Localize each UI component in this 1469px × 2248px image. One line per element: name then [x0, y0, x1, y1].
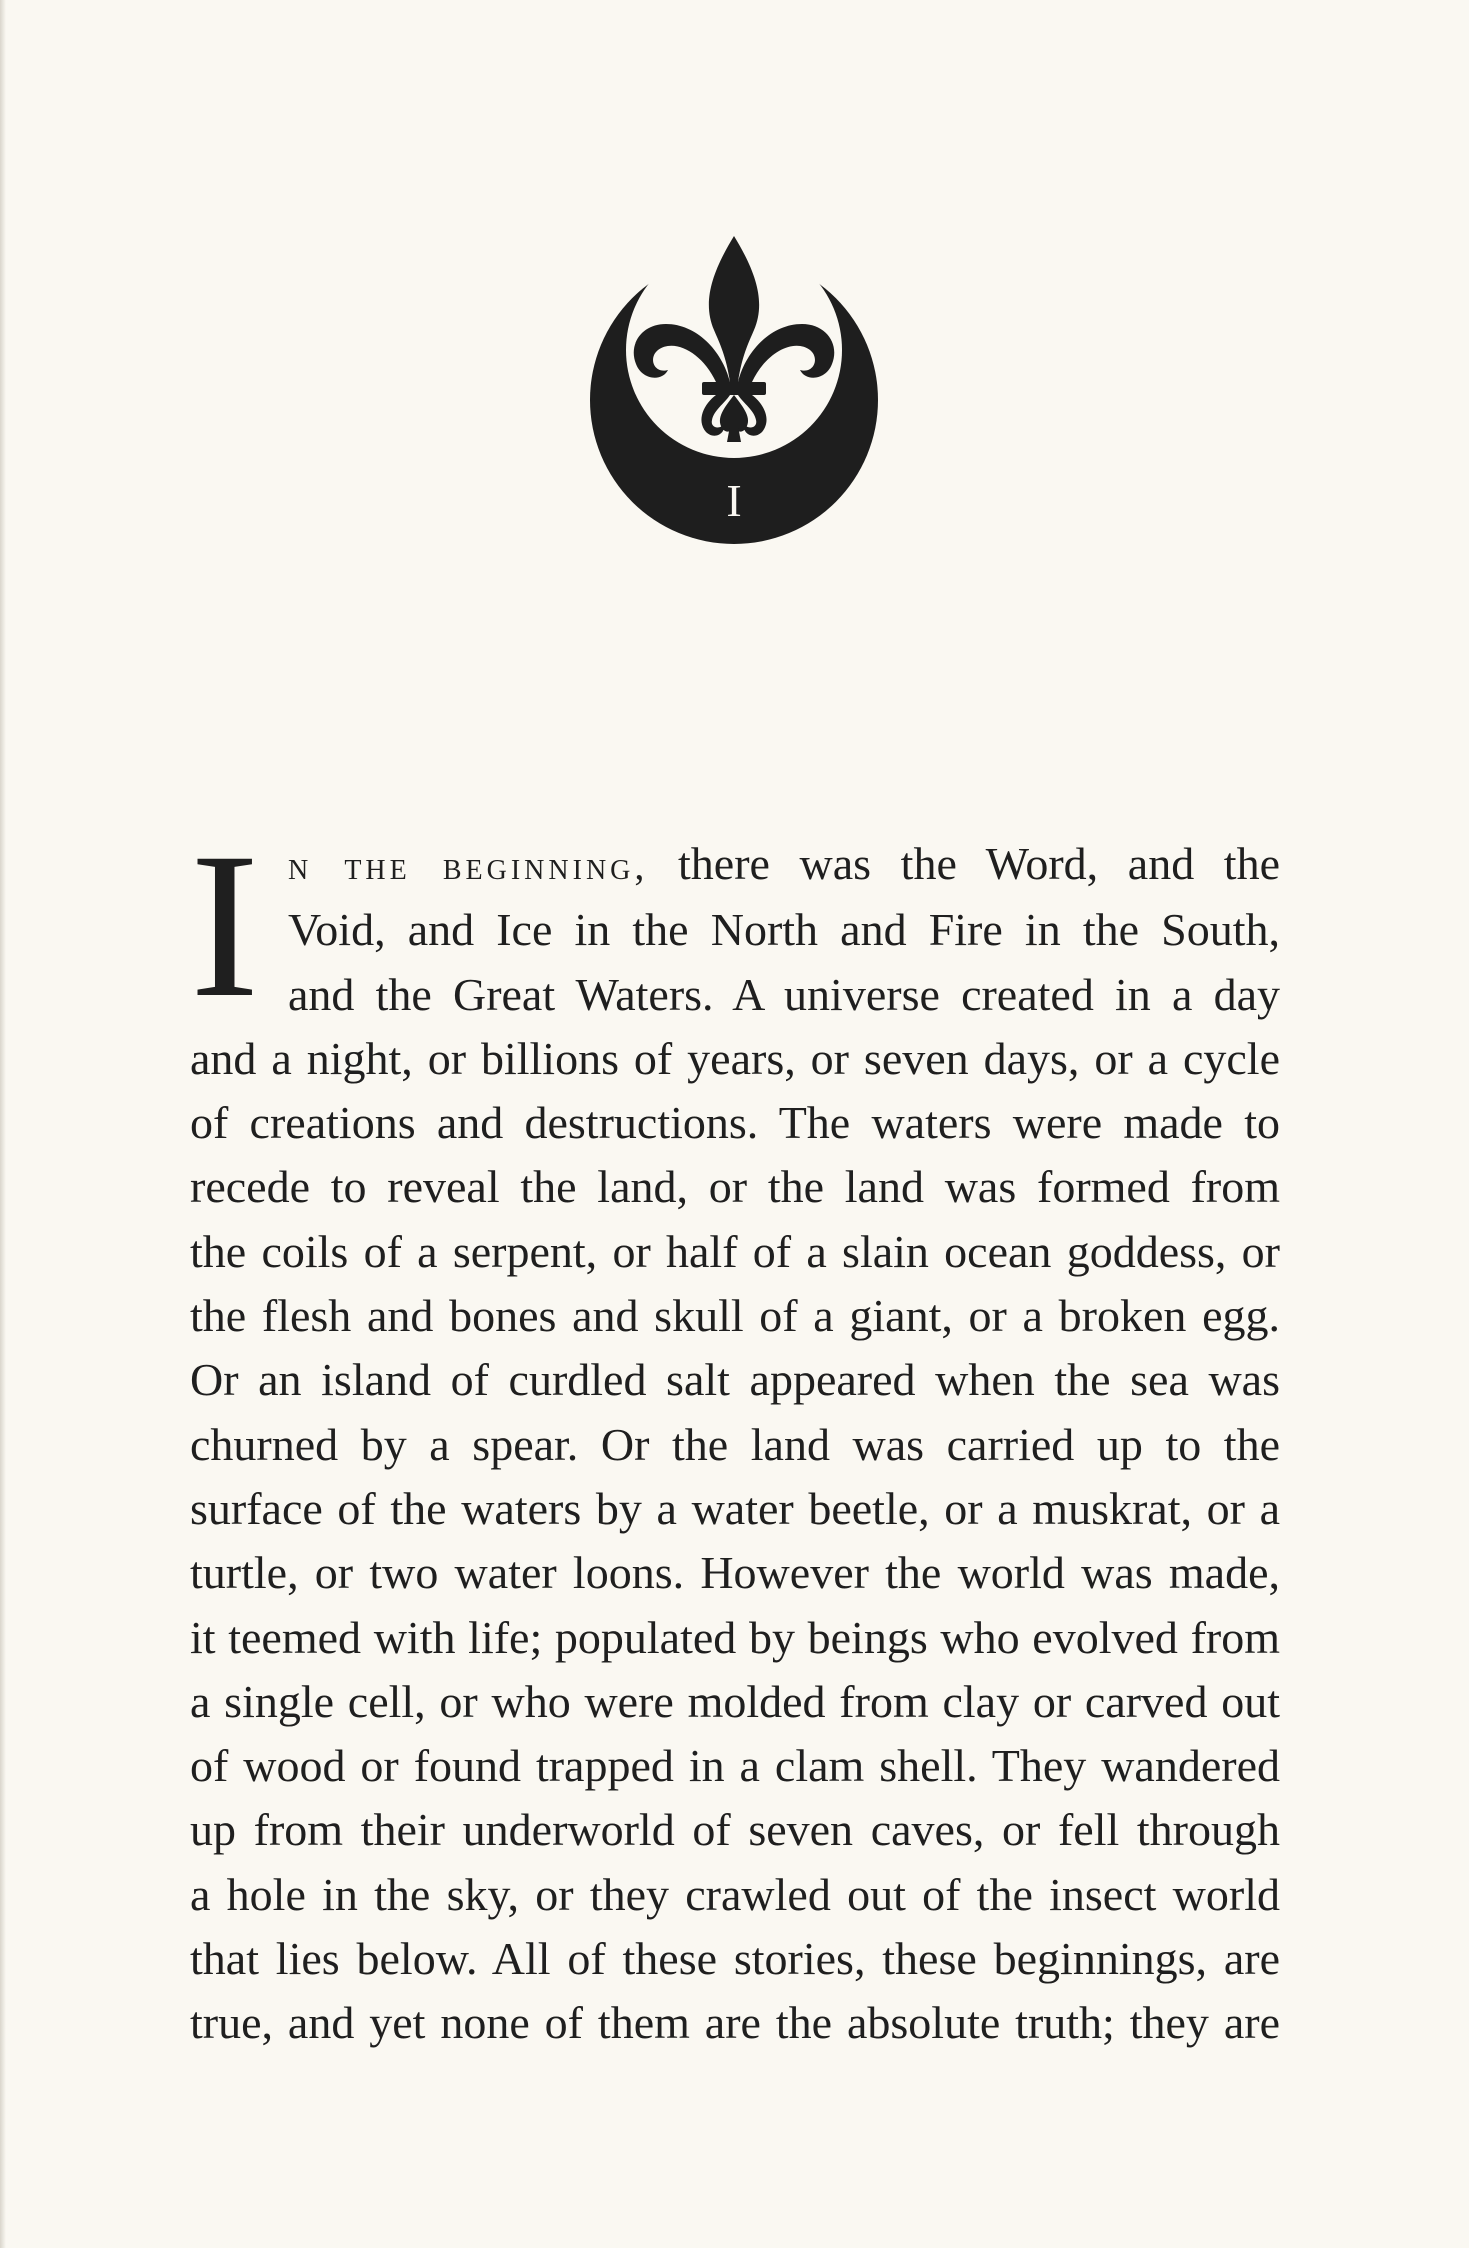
chapter-emblem — [584, 232, 884, 544]
page-edge — [0, 0, 6, 2248]
opening-smallcaps: n the beginning, — [288, 843, 649, 888]
text-line: turtle, or two water loons. However the world was made, — [190, 1547, 1280, 1599]
text-line: Void, and Ice in the North and Fire in the South, — [288, 904, 1280, 956]
text-line: and the Great Waters. A universe created in a day — [288, 968, 1280, 1020]
text-line: n the beginning, there was the Word, and the — [288, 838, 1280, 889]
text-line: up from their underworld of seven caves, or fell through — [190, 1804, 1280, 1856]
text-line: Or an island of curdled salt appeared when the sea was — [190, 1354, 1280, 1406]
chapter-numeral: I — [726, 475, 742, 526]
text-line: the coils of a serpent, or half of a slain ocean goddess, or — [190, 1225, 1280, 1277]
chapter-body-text — [190, 832, 1280, 2056]
text-line: and a night, or billions of years, or seven days, or a cycle — [190, 1032, 1280, 1084]
text-line: true, and yet none of them are the absolute truth; they are — [190, 1997, 1280, 2049]
drop-cap: I — [190, 838, 260, 1020]
text-line: it teemed with life; populated by beings who evolved from — [190, 1611, 1280, 1663]
opening-paragraph — [190, 832, 1280, 2056]
text-line: a hole in the sky, or they crawled out of the insect world — [190, 1868, 1280, 1920]
text-line: recede to reveal the land, or the land was formed from — [190, 1161, 1280, 1213]
text-line: surface of the waters by a water beetle, or a muskrat, or a — [190, 1482, 1280, 1534]
text-line: of wood or found trapped in a clam shell. They wandered — [190, 1740, 1280, 1792]
text-line: churned by a spear. Or the land was carried up to the — [190, 1418, 1280, 1470]
text-line: the flesh and bones and skull of a giant, or a broken egg. — [190, 1290, 1280, 1342]
text-line: of creations and destructions. The waters were made to — [190, 1097, 1280, 1149]
text-line: a single cell, or who were molded from clay or carved out — [190, 1675, 1280, 1727]
text-line: that lies below. All of these stories, these beginnings, are — [190, 1933, 1280, 1985]
